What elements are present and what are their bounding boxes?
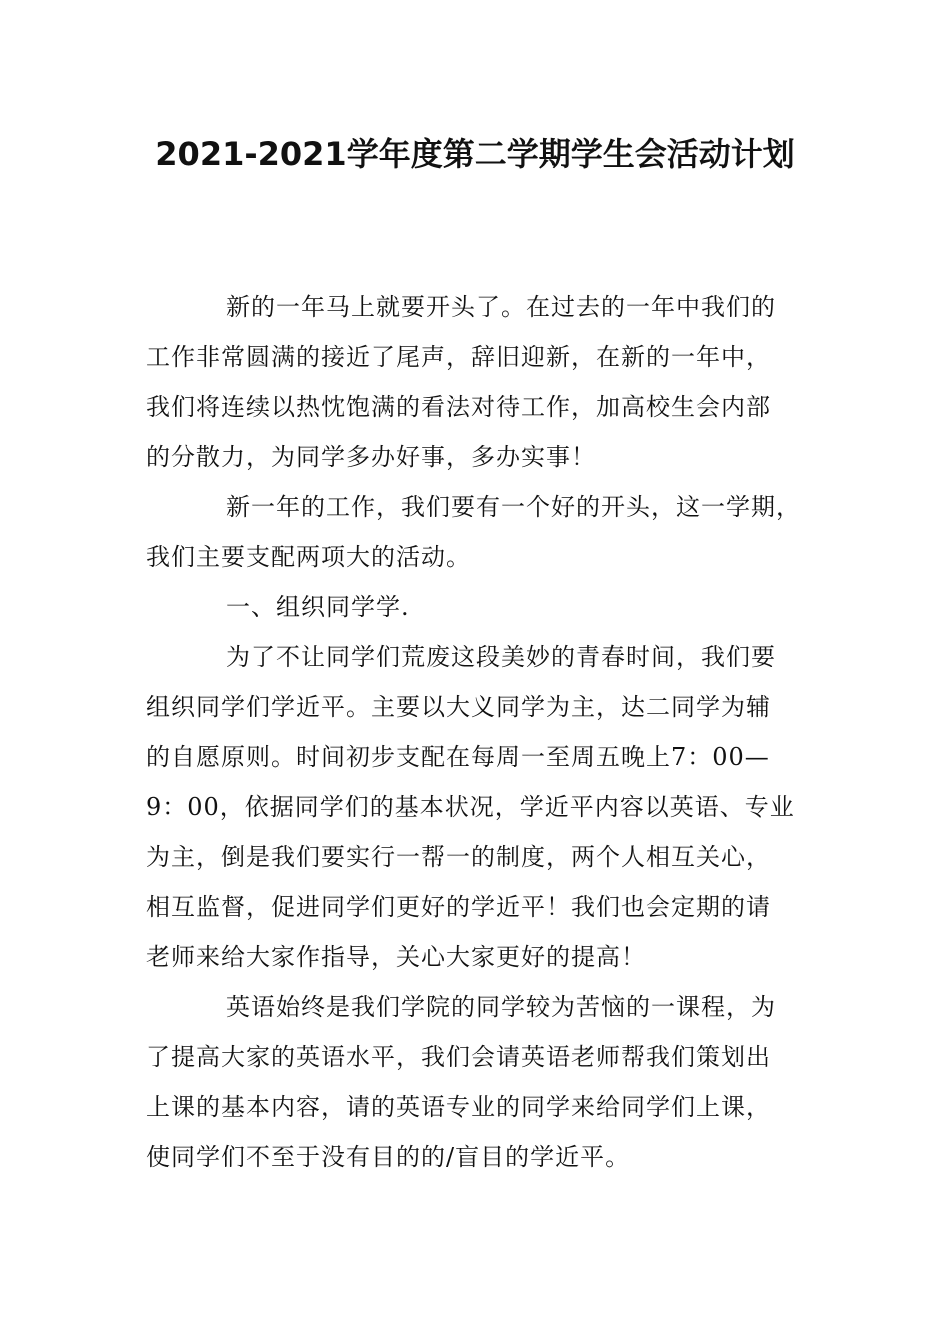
text-line: 9：00，依据同学们的基本状况，学近平内容以英语、专业 (146, 793, 795, 821)
text-line: 上课的基本内容，请的英语专业的同学来给同学们上课， (146, 1093, 771, 1121)
text-line: 了提高大家的英语水平，我们会请英语老师帮我们策划出 (146, 1043, 771, 1071)
paragraph-study-organization (146, 632, 814, 982)
section-heading-1 (146, 582, 814, 632)
text-line: 我们主要支配两项大的活动。 (146, 543, 471, 571)
text-line: 老师来给大家作指导，关心大家更好的提高！ (146, 943, 646, 971)
text-line: 为了不让同学们荒废这段美妙的青春时间，我们要 (226, 643, 776, 671)
document-title: 2021-2021学年度第二学期学生会活动计划 (155, 135, 795, 173)
text-line: 新的一年马上就要开头了。在过去的一年中我们的 (226, 293, 776, 321)
paragraph-intro (146, 282, 814, 482)
text-line: 一、组织同学学. (226, 593, 410, 621)
text-line: 组织同学们学近平。主要以大义同学为主，达二同学为辅 (146, 693, 771, 721)
text-line: 为主，倒是我们要实行一帮一的制度，两个人相互关心， (146, 843, 771, 871)
text-line: 我们将连续以热忱饱满的看法对待工作，加高校生会内部 (146, 393, 771, 421)
text-line: 的分散力，为同学多办好事，多办实事！ (146, 443, 596, 471)
text-line: 工作非常圆满的接近了尾声，辞旧迎新，在新的一年中， (146, 343, 771, 371)
text-line: 新一年的工作，我们要有一个好的开头，这一学期， (226, 493, 801, 521)
text-line: 的自愿原则。时间初步支配在每周一至周五晚上7：00— (146, 743, 770, 771)
paragraph-english-study (146, 982, 814, 1182)
document-body (146, 282, 814, 1182)
text-line: 英语始终是我们学院的同学较为苦恼的一课程，为 (226, 993, 776, 1021)
paragraph-plan-overview (146, 482, 814, 582)
text-line: 相互监督，促进同学们更好的学近平！我们也会定期的请 (146, 893, 771, 921)
text-line: 使同学们不至于没有目的的/盲目的学近平。 (146, 1143, 631, 1171)
